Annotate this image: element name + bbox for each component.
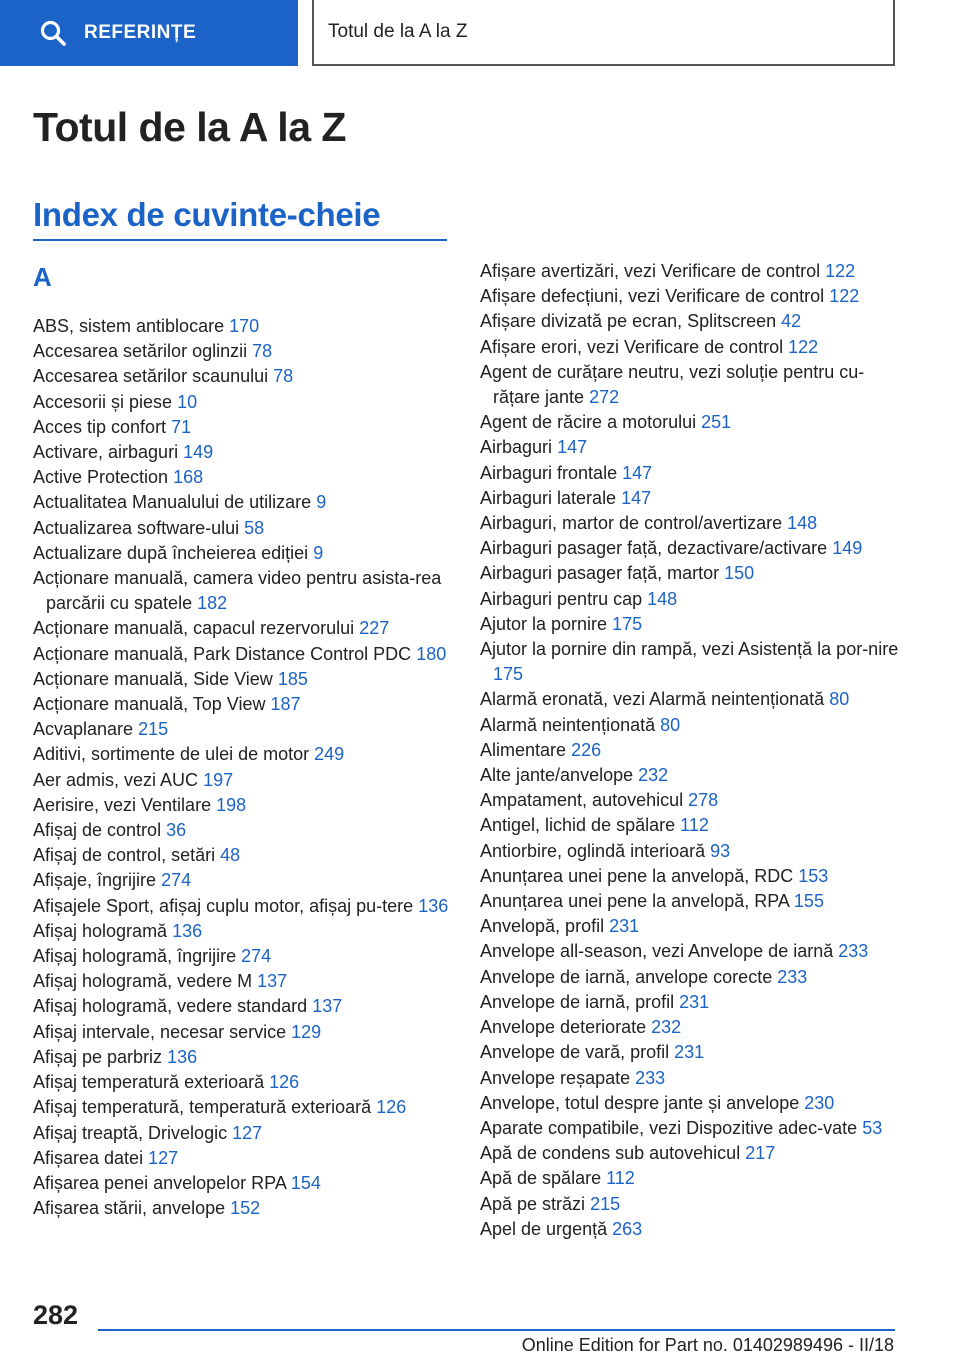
index-page-link[interactable]: 197 (203, 769, 234, 790)
page-title: Totul de la A la Z (33, 104, 346, 150)
index-page-link[interactable]: 112 (680, 815, 709, 836)
index-entry-text: Anvelope, totul despre jante și anvelope (480, 1092, 800, 1113)
index-page-link[interactable]: 278 (688, 790, 719, 811)
index-entry (33, 339, 453, 364)
index-entry-text: Alarmă neintenționată (480, 714, 656, 735)
index-entry (33, 516, 453, 541)
index-page-link[interactable]: 127 (232, 1122, 263, 1143)
index-entry (33, 818, 453, 843)
index-entry-text: Airbaguri frontale (480, 462, 618, 483)
index-entry-text: Airbaguri laterale (480, 487, 617, 508)
index-page-link[interactable]: 137 (257, 971, 288, 992)
index-entry-text: Actualitatea Manualului de utilizare (33, 492, 312, 513)
index-page-link[interactable]: 215 (138, 719, 169, 740)
index-entry-text: Afișaj treaptă, Drivelogic (33, 1122, 228, 1143)
index-entry (480, 612, 900, 637)
index-entry-text: Anvelopă, profil (480, 916, 605, 937)
index-entry (33, 843, 453, 868)
index-entry-text: Afișare defecțiuni, vezi Verificare de control (480, 286, 825, 307)
references-tab-label: REFERINȚE (84, 22, 197, 43)
index-page-link[interactable]: 149 (183, 442, 214, 463)
index-page-link[interactable]: 42 (781, 311, 802, 332)
index-page-link[interactable]: 226 (571, 739, 602, 760)
index-entry-text: Alte jante/anvelope (480, 765, 634, 786)
index-page-link[interactable]: 80 (829, 689, 850, 710)
index-entry (480, 1192, 900, 1217)
index-entry-text: Afișaj temperatură exterioară (33, 1072, 265, 1093)
index-entry-text: Aparate compatibile, vezi Dispozitive adec‐vate (480, 1117, 858, 1138)
index-page-link[interactable]: 168 (173, 467, 204, 488)
index-entry-text: Afișaj pe parbriz (33, 1046, 163, 1067)
index-entry (33, 566, 453, 616)
index-page-link[interactable]: 180 (416, 643, 447, 664)
references-tab[interactable] (0, 0, 298, 66)
index-page-link[interactable]: 187 (270, 694, 301, 715)
index-entry (480, 839, 900, 864)
index-entry-text: Actualizare după încheierea ediției (33, 542, 309, 563)
footer-divider (98, 1329, 895, 1331)
index-page-link[interactable]: 182 (197, 593, 228, 614)
index-column-right (480, 259, 900, 1242)
index-entry (480, 335, 900, 360)
index-entry-text: Anvelope all-season, vezi Anvelope de iarnă (480, 941, 834, 962)
index-entry (480, 813, 900, 838)
index-entry (33, 692, 453, 717)
index-entry (480, 511, 900, 536)
index-page-link[interactable]: 175 (612, 613, 643, 634)
index-entry (480, 1015, 900, 1040)
index-page-link[interactable]: 149 (832, 538, 863, 559)
page-number: 282 (33, 1300, 79, 1330)
index-entry (33, 390, 453, 415)
index-page-link[interactable]: 227 (359, 618, 390, 639)
index-page-link[interactable]: 148 (647, 588, 678, 609)
index-page-link[interactable]: 53 (862, 1117, 883, 1138)
index-entry-text: Apel de urgență (480, 1218, 608, 1239)
index-entry (480, 990, 900, 1015)
index-page-link[interactable]: 152 (230, 1198, 261, 1219)
index-entry-text: Acces tip confort (33, 416, 167, 437)
index-entry (480, 536, 900, 561)
index-page-link[interactable]: 126 (376, 1097, 407, 1118)
index-entry (480, 713, 900, 738)
index-entry-text: Actualizarea software-ului (33, 517, 240, 538)
index-entry (33, 314, 453, 339)
index-entry (480, 1217, 900, 1242)
index-letter: A (33, 262, 52, 292)
index-entry (480, 486, 900, 511)
footer-edition: Online Edition for Part no. 01402989496 - II/18 (521, 1335, 894, 1355)
index-entry-text: Ajutor la pornire (480, 613, 608, 634)
index-entry-text: Afișaj hologramă (33, 920, 168, 941)
index-entry-text: Antiorbire, oglindă interioară (480, 840, 706, 861)
index-entry (33, 1095, 453, 1120)
index-page-link[interactable]: 147 (557, 437, 588, 458)
index-page-link[interactable]: 232 (638, 765, 669, 786)
index-entry (33, 1171, 453, 1196)
index-entry-text: Acționare manuală, capacul rezervorului (33, 618, 355, 639)
index-page-link[interactable]: 9 (313, 542, 324, 563)
index-entry (480, 309, 900, 334)
index-page-link[interactable]: 232 (651, 1017, 682, 1038)
subtitle-divider (33, 239, 447, 241)
index-entry (33, 490, 453, 515)
index-entry-text: Antigel, lichid de spălare (480, 815, 676, 836)
index-entry (33, 1020, 453, 1045)
index-entry-text: Afișajele Sport, afișaj cuplu motor, afișaj pu‐tere (33, 895, 414, 916)
index-entry-text: Afișaj hologramă, vedere M (33, 971, 253, 992)
index-entry (33, 717, 453, 742)
index-column-left (33, 314, 453, 1221)
index-page-link[interactable]: 122 (825, 261, 856, 281)
index-entry (33, 541, 453, 566)
index-page-link[interactable]: 233 (838, 941, 869, 962)
index-entry-text: Aer admis, vezi AUC (33, 769, 199, 790)
index-page-link[interactable]: 230 (804, 1092, 835, 1113)
index-entry-text: Anvelope de iarnă, profil (480, 991, 675, 1012)
index-entry (33, 1196, 453, 1221)
index-entry (480, 939, 900, 964)
index-entry-text: Anvelope de iarnă, anvelope corecte (480, 966, 773, 987)
index-entry-text: Alimentare (480, 739, 567, 760)
index-page-link[interactable]: 58 (244, 517, 265, 538)
index-page-link[interactable]: 137 (312, 996, 343, 1017)
index-entry (480, 360, 900, 410)
index-page-link[interactable]: 48 (220, 845, 241, 866)
search-icon (38, 18, 68, 48)
index-entry (33, 1070, 453, 1095)
index-page-link[interactable]: 127 (148, 1147, 179, 1168)
index-page-link[interactable]: 136 (418, 895, 449, 916)
index-entry-text: Anvelope deteriorate (480, 1017, 647, 1038)
index-entry-text: Apă pe străzi (480, 1193, 586, 1214)
index-entry-text: Accesarea setărilor scaunului (33, 366, 269, 387)
index-page-link[interactable]: 153 (798, 865, 829, 886)
index-entry-text: Aerisire, vezi Ventilare (33, 794, 212, 815)
index-entry-text: Anvelope reșapate (480, 1067, 631, 1088)
index-entry-text: Airbaguri pasager față, dezactivare/activare (480, 538, 828, 559)
index-page-link[interactable]: 185 (277, 668, 308, 689)
index-page-link[interactable]: 215 (590, 1193, 621, 1214)
index-entry (33, 1121, 453, 1146)
index-entry-text: Airbaguri (480, 437, 553, 458)
index-entry-text: Agent de curățare neutru, vezi soluție pentru cu‐rățare jante (480, 361, 865, 408)
index-entry (33, 667, 453, 692)
index-entry (480, 259, 900, 284)
index-entry-text: Ampatament, autovehicul (480, 790, 684, 811)
index-entry-text: Apă de condens sub autovehicul (480, 1143, 741, 1164)
index-page-link[interactable]: 251 (701, 412, 732, 433)
index-entry-text: Acționare manuală, Top View (33, 694, 266, 715)
index-page-link[interactable]: 122 (829, 286, 860, 307)
index-page-link[interactable]: 147 (621, 487, 652, 508)
index-entry (33, 868, 453, 893)
index-entry (480, 1141, 900, 1166)
index-entry-text: Airbaguri pentru cap (480, 588, 643, 609)
index-entry (480, 914, 900, 939)
index-entry (480, 889, 900, 914)
index-entry-text: Afișarea datei (33, 1147, 144, 1168)
index-entry (33, 793, 453, 818)
index-entry (480, 1040, 900, 1065)
index-entry-text: Airbaguri pasager față, martor (480, 563, 720, 584)
index-entry (480, 687, 900, 712)
index-page-link[interactable]: 231 (679, 991, 710, 1012)
index-page-link[interactable]: 147 (622, 462, 653, 483)
index-entry-text: Acționare manuală, Park Distance Control PDC (33, 643, 412, 664)
index-entry (480, 587, 900, 612)
index-entry (33, 616, 453, 641)
index-page-link[interactable]: 175 (493, 664, 524, 685)
index-entry (33, 642, 453, 667)
index-entry-text: Anunțarea unei pene la anvelopă, RPA (480, 891, 789, 912)
index-page-link[interactable]: 263 (612, 1218, 643, 1239)
index-page-link[interactable]: 231 (609, 916, 640, 937)
index-entry-text: Accesarea setărilor oglinzii (33, 341, 248, 362)
index-entry-text: Accesorii și piese (33, 391, 173, 412)
index-entry (480, 1166, 900, 1191)
index-page-link[interactable]: 93 (710, 840, 731, 861)
index-page-link[interactable]: 274 (241, 946, 272, 967)
index-entry-text: Afișare avertizări, vezi Verificare de control (480, 261, 821, 281)
index-entry (33, 1045, 453, 1070)
index-entry-text: Alarmă eronată, vezi Alarmă neintenționată (480, 689, 825, 710)
index-entry-text: Afișarea stării, anvelope (33, 1198, 226, 1219)
index-entry (480, 763, 900, 788)
index-entry (480, 965, 900, 990)
index-page-link[interactable]: 249 (314, 744, 345, 765)
index-page-link[interactable]: 272 (589, 387, 620, 408)
index-entry (33, 768, 453, 793)
index-entry-text: Acvaplanare (33, 719, 134, 740)
index-page-link[interactable]: 36 (166, 820, 187, 841)
index-page-link[interactable]: 78 (273, 366, 294, 387)
index-entry (33, 1146, 453, 1171)
index-entry-text: Afișaj de control (33, 820, 162, 841)
section-tab[interactable] (312, 0, 895, 66)
index-page-link[interactable]: 155 (793, 891, 824, 912)
index-entry-text: Afișaj temperatură, temperatură exterioară (33, 1097, 372, 1118)
index-page-link[interactable]: 233 (777, 966, 808, 987)
index-page-link[interactable]: 233 (635, 1067, 666, 1088)
index-page-link[interactable]: 78 (252, 341, 273, 362)
index-page-link[interactable]: 170 (229, 316, 260, 336)
index-entry (480, 435, 900, 460)
index-entry (33, 969, 453, 994)
index-page-link[interactable]: 217 (745, 1143, 776, 1164)
index-page-link[interactable]: 9 (316, 492, 327, 513)
index-entry (480, 788, 900, 813)
index-page-link[interactable]: 154 (290, 1172, 321, 1193)
index-entry-text: Anunțarea unei pene la anvelopă, RDC (480, 865, 794, 886)
index-entry-text: ABS, sistem antiblocare (33, 316, 225, 336)
index-page-link[interactable]: 71 (171, 416, 192, 437)
index-entry (33, 364, 453, 389)
index-entry-text: Afișaj de control, setări (33, 845, 216, 866)
index-page-link[interactable]: 274 (161, 870, 192, 891)
index-page-link[interactable]: 126 (269, 1072, 300, 1093)
index-page-link[interactable]: 80 (660, 714, 681, 735)
index-entry (480, 284, 900, 309)
index-page-link[interactable]: 148 (787, 513, 818, 534)
index-entry (480, 1091, 900, 1116)
index-entry (33, 894, 453, 919)
index-entry-text: Active Protection (33, 467, 169, 488)
index-entry-text: Activare, airbaguri (33, 442, 179, 463)
index-page-link[interactable]: 122 (788, 336, 819, 357)
index-entry (33, 440, 453, 465)
index-page-link[interactable]: 150 (724, 563, 755, 584)
index-entry-text: Afișaj hologramă, vedere standard (33, 996, 308, 1017)
index-entry (33, 742, 453, 767)
index-entry (480, 561, 900, 586)
index-entry (33, 465, 453, 490)
index-page-link[interactable]: 136 (172, 920, 203, 941)
page-subtitle: Index de cuvinte-cheie (33, 196, 381, 233)
index-entry (33, 994, 453, 1019)
index-entry-text: Anvelope de vară, profil (480, 1042, 670, 1063)
index-entry-text: Afișaje, îngrijire (33, 870, 157, 891)
index-entry-text: Apă de spălare (480, 1168, 602, 1189)
index-entry-text: Ajutor la pornire din rampă, vezi Asistență la por‐nire (480, 639, 899, 660)
index-page-link[interactable]: 129 (291, 1021, 322, 1042)
index-entry-text: Airbaguri, martor de control/avertizare (480, 513, 783, 534)
index-entry-text: Agent de răcire a motorului (480, 412, 697, 433)
index-entry-text: Acționare manuală, camera video pentru asista‐rea parcării cu spatele (33, 568, 442, 614)
index-entry (480, 1116, 900, 1141)
index-entry (480, 637, 900, 687)
index-entry (480, 461, 900, 486)
index-entry-text: Aditivi, sortimente de ulei de motor (33, 744, 310, 765)
index-page-link[interactable]: 198 (216, 794, 247, 815)
index-page-link[interactable]: 10 (177, 391, 198, 412)
index-entry (480, 738, 900, 763)
index-entry (480, 864, 900, 889)
index-page-link[interactable]: 136 (167, 1046, 198, 1067)
index-entry (480, 410, 900, 435)
index-entry (33, 919, 453, 944)
index-page-link[interactable]: 112 (606, 1168, 635, 1189)
index-entry (33, 415, 453, 440)
index-entry-text: Afișare erori, vezi Verificare de control (480, 336, 784, 357)
index-entry-text: Acționare manuală, Side View (33, 668, 273, 689)
index-page-link[interactable]: 231 (674, 1042, 705, 1063)
section-tab-label: Totul de la A la Z (328, 21, 468, 42)
index-entry (33, 944, 453, 969)
index-entry-text: Afișare divizată pe ecran, Splitscreen (480, 311, 777, 332)
index-entry-text: Afișaj hologramă, îngrijire (33, 946, 237, 967)
index-entry-text: Afișarea penei anvelopelor RPA (33, 1172, 286, 1193)
index-entry (480, 1066, 900, 1091)
index-entry-text: Afișaj intervale, necesar service (33, 1021, 287, 1042)
